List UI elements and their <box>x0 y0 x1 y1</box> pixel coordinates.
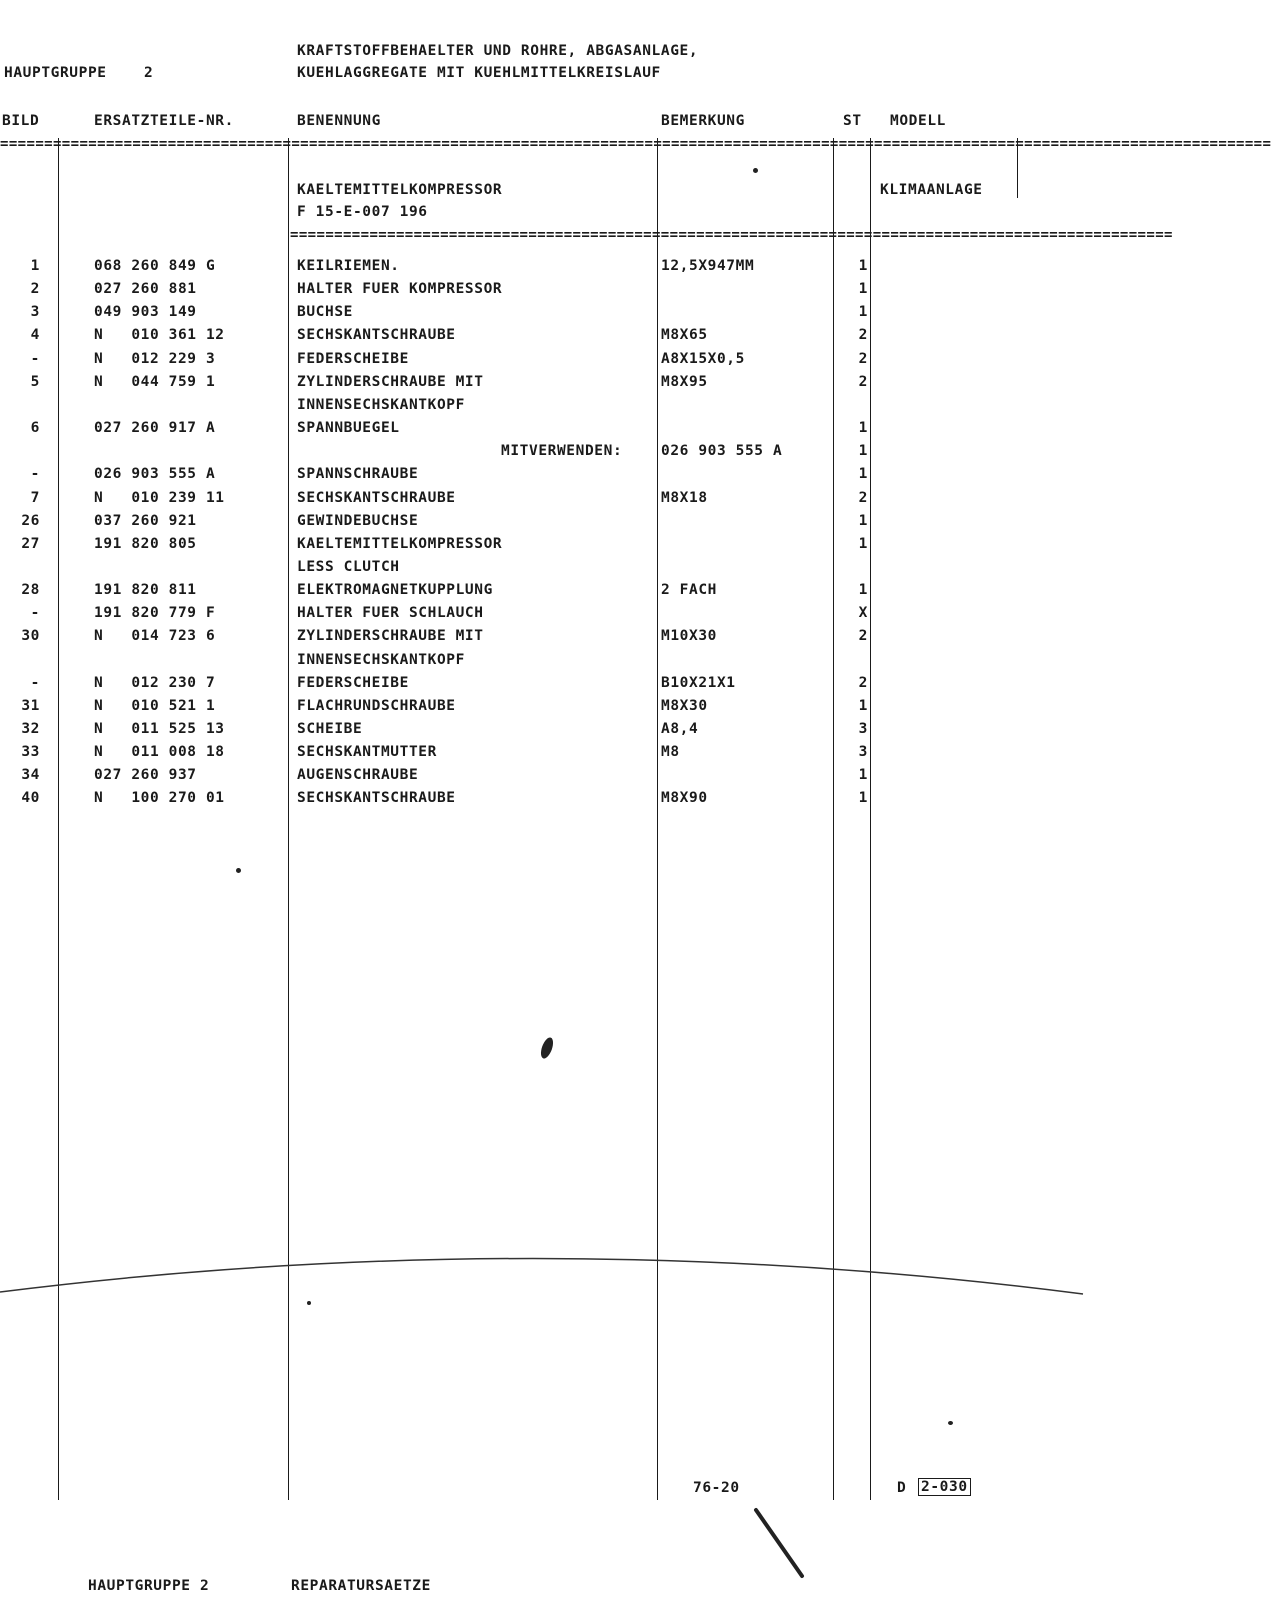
column-rule-6 <box>1017 138 1018 198</box>
table-row <box>0 604 1083 627</box>
table-row <box>0 512 1083 535</box>
cell-st: 2 <box>858 674 868 691</box>
table-row <box>0 766 1083 789</box>
cell-part-number: 027 260 881 <box>94 281 197 298</box>
cell-st: 2 <box>858 373 868 390</box>
table-row <box>0 697 1083 720</box>
cell-benennung: SECHSKANTSCHRAUBE <box>297 327 456 344</box>
cell-bild: 34 <box>21 767 40 784</box>
cell-st: X <box>858 605 868 622</box>
table-row <box>0 465 1083 488</box>
cell-bemerkung: M8X90 <box>661 790 708 807</box>
cell-bild: 33 <box>21 744 40 761</box>
cell-part-number: 068 260 849 G <box>94 258 216 274</box>
cell-st: 1 <box>858 535 868 552</box>
cell-bemerkung: A8X15X0,5 <box>661 350 745 367</box>
cell-part-number: 191 820 779 F <box>94 605 216 622</box>
cell-benennung: FEDERSCHEIBE <box>297 674 409 691</box>
cell-benennung: GEWINDEBUCHSE <box>297 512 419 529</box>
col-header-bild: BILD <box>2 113 40 129</box>
col-header-nr: ERSATZTEILE-NR. <box>94 113 234 129</box>
cell-bild: 6 <box>30 420 40 437</box>
cell-part-number: N 012 230 7 <box>94 674 216 691</box>
table-row <box>0 489 1083 512</box>
cell-benennung: ELEKTROMAGNETKUPPLUNG <box>297 582 493 599</box>
cell-benennung: SECHSKANTSCHRAUBE <box>297 790 456 807</box>
scan-speck <box>539 1036 556 1060</box>
col-header-modell: MODELL <box>890 113 946 129</box>
cell-benennung: SECHSKANTMUTTER <box>297 744 437 761</box>
cell-st: 2 <box>858 489 868 506</box>
table-row <box>0 581 1083 604</box>
cell-bild: - <box>30 466 40 483</box>
col-header-benennung: BENENNUNG <box>297 113 381 129</box>
cell-part-number: 191 820 805 <box>94 535 197 552</box>
table-row <box>0 396 1083 419</box>
scan-speck <box>753 168 758 173</box>
cell-st: 3 <box>858 744 868 761</box>
cell-part-number: N 044 759 1 <box>94 373 216 390</box>
cell-part-number: 026 903 555 A <box>94 466 216 483</box>
cell-benennung: FEDERSCHEIBE <box>297 350 409 367</box>
cell-bild: 26 <box>21 512 40 529</box>
cell-benennung: AUGENSCHRAUBE <box>297 767 419 784</box>
section-title: KAELTEMITTELKOMPRESSOR <box>297 182 503 198</box>
cell-st: 1 <box>858 258 868 274</box>
cell-part-number: 049 903 149 <box>94 304 197 321</box>
cell-part-number: N 012 229 3 <box>94 350 216 367</box>
cell-part-number: N 010 239 11 <box>94 489 225 506</box>
table-row <box>0 419 1083 442</box>
cell-benennung: FLACHRUNDSCHRAUBE <box>297 697 456 714</box>
cell-bild: 3 <box>30 304 40 321</box>
cell-bild: - <box>30 605 40 622</box>
cell-st: 2 <box>858 327 868 344</box>
cell-st: 1 <box>858 466 868 483</box>
cell-st: 1 <box>858 281 868 298</box>
cell-bild: 31 <box>21 697 40 714</box>
section-code: F 15-E-007 196 <box>297 204 428 220</box>
pen-mark <box>752 1506 812 1586</box>
table-row <box>0 674 1083 697</box>
cell-bild: 30 <box>21 628 40 645</box>
cell-part-number: N 011 525 13 <box>94 721 225 737</box>
col-header-bemerkung: BEMERKUNG <box>661 113 745 129</box>
cell-benennung: INNENSECHSKANTKOPF <box>297 651 465 668</box>
header-separator: ================================================================================================================================================ <box>0 136 1271 152</box>
cell-st: 1 <box>858 512 868 529</box>
cell-benennung-note: MITVERWENDEN: <box>501 443 623 460</box>
table-row <box>0 651 1083 674</box>
group-label: HAUPTGRUPPE 2 <box>4 65 154 81</box>
cell-part-number: N 014 723 6 <box>94 628 216 645</box>
cell-bemerkung: M10X30 <box>661 628 717 645</box>
cell-benennung: BUCHSE <box>297 304 353 321</box>
cell-bild: 40 <box>21 790 40 807</box>
table-row <box>0 303 1083 326</box>
cell-bild: 1 <box>30 258 40 274</box>
table-row <box>0 558 1083 581</box>
cell-part-number: 027 260 917 A <box>94 420 216 437</box>
cell-part-number: N 010 521 1 <box>94 697 216 714</box>
cell-bemerkung: B10X21X1 <box>661 674 736 691</box>
cell-bild: - <box>30 350 40 367</box>
scan-speck <box>236 868 241 873</box>
cell-benennung: HALTER FUER SCHLAUCH <box>297 605 484 622</box>
col-header-st: ST <box>843 113 862 129</box>
cell-bemerkung: 2 FACH <box>661 582 717 599</box>
cell-bemerkung: A8,4 <box>661 721 699 737</box>
cell-bild: 2 <box>30 281 40 298</box>
table-row <box>0 627 1083 650</box>
cell-benennung: SPANNSCHRAUBE <box>297 466 419 483</box>
cell-st: 1 <box>858 767 868 784</box>
cell-bild: 4 <box>30 327 40 344</box>
cell-bild: 28 <box>21 582 40 599</box>
cell-benennung: KAELTEMITTELKOMPRESSOR <box>297 535 503 552</box>
table-row <box>0 350 1083 373</box>
table-row <box>0 535 1083 558</box>
scan-speck <box>948 1421 953 1425</box>
cell-st: 2 <box>858 350 868 367</box>
cell-st: 3 <box>858 721 868 737</box>
cell-st: 1 <box>858 697 868 714</box>
cell-bemerkung: M8X18 <box>661 489 708 506</box>
cell-st: 2 <box>858 628 868 645</box>
cell-benennung: KEILRIEMEN. <box>297 258 400 274</box>
cell-benennung: SCHEIBE <box>297 721 363 737</box>
table-row <box>0 373 1083 396</box>
table-row <box>0 789 1083 812</box>
footer-letter: D <box>897 1480 907 1496</box>
cell-bemerkung: M8X65 <box>661 327 708 344</box>
cell-part-number: N 010 361 12 <box>94 327 225 344</box>
table-row <box>0 257 1083 280</box>
footer-page-number: 2-030 <box>918 1478 971 1496</box>
cell-st: 1 <box>858 582 868 599</box>
section-separator: ==================================================================================================== <box>290 227 1173 243</box>
cell-bild: 32 <box>21 721 40 737</box>
cell-benennung: ZYLINDERSCHRAUBE MIT <box>297 628 484 645</box>
next-group-title: REPARATURSAETZE <box>291 1578 431 1594</box>
page-title-line2: KUEHLAGGREGATE MIT KUEHLMITTELKREISLAUF <box>297 65 661 81</box>
table-row <box>0 720 1083 743</box>
scan-speck <box>307 1301 311 1305</box>
cell-bild: 27 <box>21 535 40 552</box>
cell-bemerkung: 12,5X947MM <box>661 258 755 274</box>
page-title-line1: KRAFTSTOFFBEHAELTER UND ROHRE, ABGASANLAGE, <box>297 43 699 59</box>
footer-date: 76-20 <box>693 1480 740 1496</box>
cell-benennung: ZYLINDERSCHRAUBE MIT <box>297 373 484 390</box>
cell-part-number: N 100 270 01 <box>94 790 225 807</box>
cell-bild: - <box>30 674 40 691</box>
table-row <box>0 442 1083 465</box>
table-row <box>0 280 1083 303</box>
cell-bemerkung: 026 903 555 A <box>661 443 783 460</box>
cell-part-number: 037 260 921 <box>94 512 197 529</box>
cell-st: 1 <box>858 790 868 807</box>
cell-benennung: HALTER FUER KOMPRESSOR <box>297 281 503 298</box>
cell-benennung: LESS CLUTCH <box>297 558 400 575</box>
cell-bemerkung: M8X30 <box>661 697 708 714</box>
next-group-label: HAUPTGRUPPE 2 <box>88 1578 210 1594</box>
cell-part-number: 191 820 811 <box>94 582 197 599</box>
cell-bemerkung: M8 <box>661 744 680 761</box>
cell-benennung: SECHSKANTSCHRAUBE <box>297 489 456 506</box>
cell-part-number: N 011 008 18 <box>94 744 225 761</box>
cell-st: 1 <box>858 304 868 321</box>
cell-benennung: SPANNBUEGEL <box>297 420 400 437</box>
cell-bild: 5 <box>30 373 40 390</box>
table-row <box>0 743 1083 766</box>
section-modell: KLIMAANLAGE <box>880 182 983 198</box>
cell-part-number: 027 260 937 <box>94 767 197 784</box>
table-row <box>0 326 1083 349</box>
cell-st: 1 <box>858 443 868 460</box>
cell-bemerkung: M8X95 <box>661 373 708 390</box>
cell-bild: 7 <box>30 489 40 506</box>
cell-st: 1 <box>858 420 868 437</box>
cell-benennung: INNENSECHSKANTKOPF <box>297 396 465 413</box>
